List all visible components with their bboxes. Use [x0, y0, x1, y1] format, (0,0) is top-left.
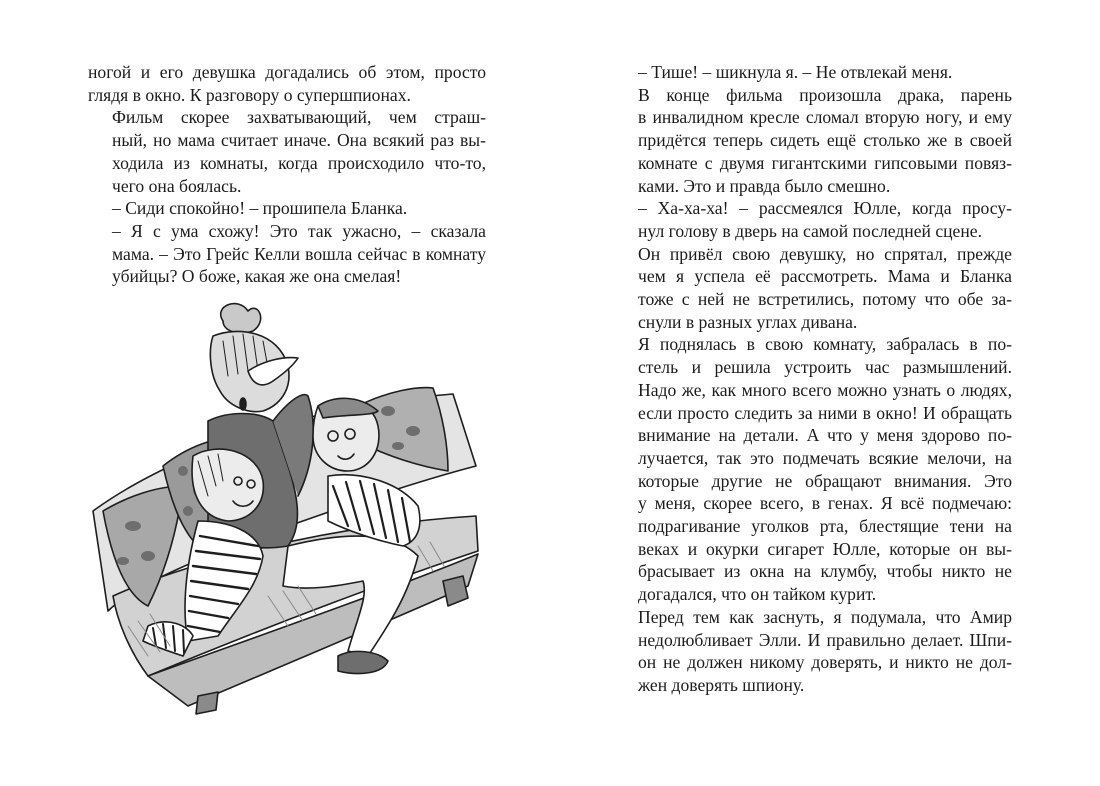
text-line: Перед тем как заснуть, я подумала, что Амир [638, 606, 1012, 627]
text-line: ногой и его девушка догадались об этом, просто [88, 62, 486, 82]
text-line: брасывает из окна на клумбу, чтобы никто не [638, 561, 1012, 582]
text-line: Фильм скорее захватывающий, чем страш- [112, 107, 486, 128]
text-line: чем я успела её рассмотреть. Мама и Бланка [638, 266, 1012, 287]
paragraph [614, 84, 1012, 198]
sofa-scene-drawing [88, 296, 508, 726]
text-line: глядя в окно. К разговору о супершпионах. [88, 84, 411, 105]
paragraph [88, 197, 486, 220]
text-line: убийцы? О боже, какая же она смелая! [112, 266, 402, 287]
text-line: если просто следить за ними в окно! И обращать [638, 402, 1012, 423]
text-line: догадался, что он тайком курит. [638, 584, 877, 605]
text-line: – Ха-ха-ха! – рассмеялся Юлле, когда просу- [638, 198, 1012, 219]
text-line: жен доверять шпиону. [638, 674, 805, 695]
text-line: подрагивание уголков рта, блестящие тени на [638, 516, 1012, 537]
text-line: тоже с ней не встретились, потому что обе за- [638, 289, 1012, 310]
paragraph [614, 197, 1012, 242]
text-line: ками. Это и правда было смешно. [638, 175, 891, 196]
right-page [614, 61, 1012, 697]
text-line: лучается, так это подмечать всякие мелочи, на [638, 447, 1012, 468]
text-line: – Тише! – шикнула я. – Не отвлекай меня. [638, 62, 953, 82]
text-line: снули в разных углах дивана. [638, 311, 858, 332]
text-line: нул голову в дверь на самой последней сцене. [638, 220, 982, 241]
text-line: внимание на детали. А что у меня здорово по- [638, 425, 1012, 446]
paragraph [88, 220, 486, 288]
text-line: он не должен никому доверять, и никто не дол- [638, 652, 1012, 673]
text-line: – Я с ума схожу! Это так ужасно, – сказала [112, 220, 486, 241]
text-line: мама. – Это Грейс Келли вошла сейчас в комнату [112, 243, 486, 264]
text-line: Надо же, как много всего можно узнать о людях, [638, 379, 1012, 400]
text-line: ходила из комнаты, когда происходило что-то, [112, 152, 486, 173]
paragraph [614, 61, 1012, 84]
text-line: у меня, скорее всего, в генах. Я всё подмечаю: [638, 493, 1012, 514]
text-line: в инвалидном кресле сломал вторую ногу, и ему [638, 107, 1012, 128]
text-line: В конце фильма произошла драка, парень [638, 84, 1012, 105]
text-line: стель и решила устроить час размышлений. [638, 357, 1012, 378]
left-page [88, 61, 486, 288]
paragraph [88, 61, 486, 106]
text-line: недолюбливает Элли. И правильно делает. Шпи- [638, 629, 1012, 650]
text-line: которые другие не обращают внимания. Это [638, 470, 1012, 491]
text-line: веках и окурки сигарет Юлле, которые он вы- [638, 538, 1012, 559]
paragraph [614, 606, 1012, 697]
text-line: Он привёл свою девушку, но спрятал, прежде [638, 243, 1012, 264]
paragraph [614, 333, 1012, 605]
text-line: ный, но мама считает иначе. Она всякий раз вы- [112, 130, 486, 151]
text-line: придётся теперь сидеть ещё столько же в своей [638, 130, 1012, 151]
illustration-family-on-sofa [88, 296, 508, 726]
text-line: – Сиди спокойно! – прошипела Бланка. [112, 198, 408, 219]
text-line: чего она боялась. [112, 175, 242, 196]
text-line: комнате с двумя гигантскими гипсовыми повяз- [638, 152, 1012, 173]
text-line: Я поднялась в свою комнату, забралась в по- [638, 334, 1012, 355]
paragraph [614, 243, 1012, 334]
paragraph [88, 106, 486, 197]
